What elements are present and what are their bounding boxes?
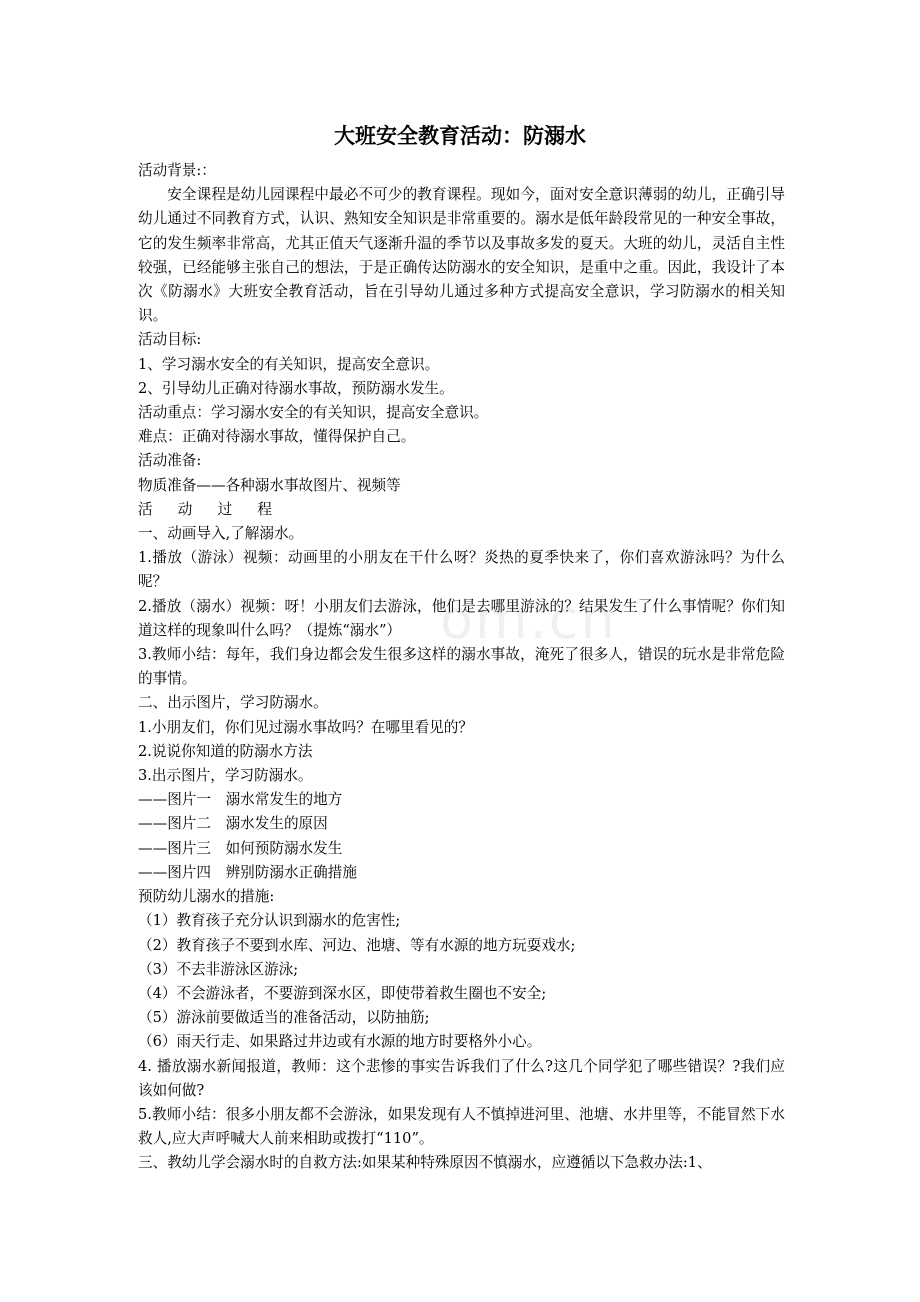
measure-item: （2）教育孩子不要到水库、河边、池塘、等有水源的地方玩耍戏水; [138,936,576,954]
key-point: 活动重点：学习溺水安全的有关知识，提高安全意识。 [138,404,489,422]
process-char: 程 [257,500,272,518]
picture-item: ——图片三 如何预防溺水发生 [138,839,343,857]
picture-item: ——图片四 辨别防溺水正确措施 [138,863,357,881]
measure-item: （6）雨天行走、如果路过井边或有水源的地方时要格外小心。 [138,1033,542,1051]
goal-item: 2、引导幼儿正确对待溺水事故，预防溺水发生。 [138,379,454,397]
measure-item: （1）教育孩子充分认识到溺水的危害性; [138,912,401,930]
measure-item: （5）游泳前要做适当的准备活动，以防抽筋; [138,1009,430,1027]
process-char: 动 [177,500,193,518]
materials-line: 物质准备——各种溺水事故图片、视频等 [138,476,401,494]
background-paragraph: 安全课程是幼儿园课程中最必不可少的教育课程。现如今，面对安全意识薄弱的幼儿，正确引导幼儿通过不同教育方式，认识、熟知安全知识是非常重要的。溺水是低年龄段常见的一种安全事故，它的发生频率非常高，尤其正值天气逐渐升温的季节以及事故多发的夏天。大班的幼儿，灵活自主性较强，已经能够主张自己的想法，于是正确传达防溺水的安全知识，是重中之重。因此，我设计了本次《防溺水》大班安全教育活动，旨在引导幼儿通过多种方式提高安全意识，学习防溺水的相关知识。 [138,186,785,325]
measure-item: （4）不会游泳者，不要游到深水区，即使带着救生圈也不安全; [138,984,547,1002]
step-paragraph: 3.出示图片，学习防溺水。 [138,767,313,785]
goal-item: 1、学习溺水安全的有关知识，提高安全意识。 [138,355,440,373]
step-paragraph: 2.播放（溺水）视频：呀！小朋友们去游泳，他们是去哪里游泳的？结果发生了什么事情呢？你们知道这样的现象叫什么吗？（提炼“溺水”） [138,597,785,639]
step-paragraph: 1.播放（游泳）视频：动画里的小朋友在干什么呀？炎热的夏季快来了，你们喜欢游泳吗？为什么呢？ [138,549,785,591]
preparation-label: 活动准备: [138,452,202,470]
section-heading: 二、出示图片，学习防溺水。 [138,694,328,712]
measure-item: （3）不去非游泳区游泳; [138,960,299,978]
step-paragraph: 5.教师小结：很多小朋友都不会游泳，如果发现有人不慎掉进河里、池塘、水井里等，不能冒然下水救人,应大声呼喊大人前来相助或拨打“110”。 [138,1105,785,1148]
step-paragraph: 1.小朋友们，你们见过溺水事故吗？在哪里看见的？ [138,718,473,736]
watermark: om.cn [440,588,617,651]
step-paragraph: 3.教师小结：每年，我们身边都会发生很多这样的溺水事故，淹死了很多人，错误的玩水是非常危险的事情。 [138,646,785,688]
process-char: 活 [138,500,153,518]
process-char: 过 [217,500,233,518]
difficulty: 难点：正确对待溺水事故，懂得保护自己。 [138,428,416,446]
measures-label: 预防幼儿溺水的措施: [138,888,275,906]
goals-label: 活动目标: [138,331,202,349]
step-paragraph: 2.说说你知道的防溺水方法 [138,742,313,760]
picture-item: ——图片一 溺水常发生的地方 [138,791,343,809]
section-heading: 一、动画导入,了解溺水。 [138,525,304,543]
background-label: 活动背景:： [138,162,216,179]
picture-item: ——图片二 溺水发生的原因 [138,815,328,833]
section-heading: 三、教幼儿学会溺水时的自救方法:如果某种特殊原因不慎溺水，应遵循以下急救办法:1、 [138,1154,712,1172]
document-title: 大班安全教育活动：防溺水 [334,124,586,148]
step-paragraph: 4. 播放溺水新闻报道，教师：这个悲惨的事实告诉我们了什么?这几个同学犯了哪些错误？?我们应该如何做? [138,1057,785,1099]
process-heading [138,498,272,522]
document-body [138,159,785,1176]
